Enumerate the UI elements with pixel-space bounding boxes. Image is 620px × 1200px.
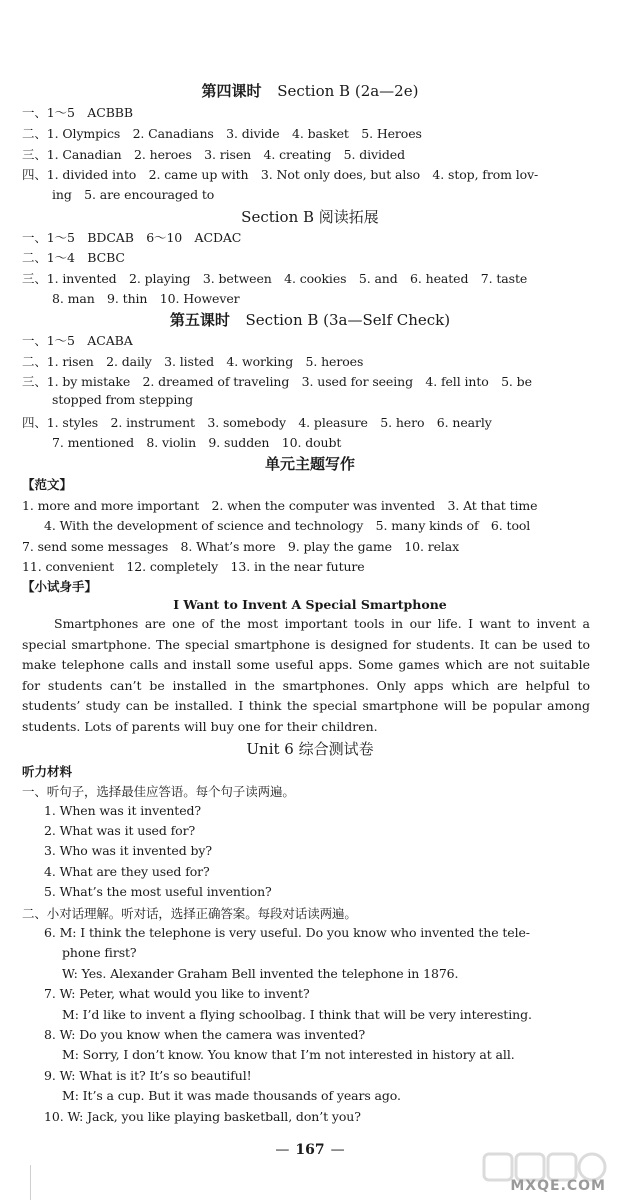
question-line: 2. What was it used for?: [44, 823, 196, 838]
dialog-line: M: I’d like to invent a flying schoolbag. I think that will be very interesting.: [62, 1006, 532, 1022]
dialog-line: M: It’s a cup. But it was made thousands of years ago.: [62, 1088, 401, 1104]
page-number: — 167 —: [275, 1142, 345, 1158]
essay-title: I Want to Invent A Special Smartphone: [173, 597, 447, 612]
question-line: 3. Who was it invented by?: [44, 843, 212, 858]
answer-line: 四、1. divided into 2. came up with 3. Not only does, but also 4. stop, from lov-: [22, 167, 539, 182]
answer-line: ing 5. are encouraged to: [52, 187, 215, 202]
answer-line: 四、1. styles 2. instrument 3. somebody 4. pleasure 5. hero 6. nearly: [22, 415, 492, 430]
answer-line: stopped from stepping: [52, 392, 194, 407]
question-line: 1. When was it invented?: [44, 803, 202, 818]
dialog-line: 9. W: What is it? It’s so beautiful!: [44, 1067, 252, 1083]
dialog-line: 7. W: Peter, what would you like to invent?: [44, 986, 310, 1002]
dialog-line: M: Sorry, I don’t know. You know that I’m not interested in history at all.: [62, 1047, 515, 1063]
answer-line: 7. send some messages 8. What’s more 9. play the game 10. relax: [22, 539, 460, 554]
instruction-line: 一、听句子，选择最佳应答语。每个句子读两遍。: [22, 784, 295, 799]
answer-line: 二、1. risen 2. daily 3. listed 4. working 5. heroes: [22, 354, 364, 369]
listening-label: 听力材料: [22, 764, 73, 779]
section-heading-reading: Section B 阅读拓展: [241, 208, 379, 226]
answer-line: 三、1. by mistake 2. dreamed of traveling 3. used for seeing 4. fell into 5. be: [22, 374, 532, 389]
answer-line: 7. mentioned 8. violin 9. sudden 10. doubt: [52, 435, 342, 450]
answer-line: 二、1～4 BCBC: [22, 250, 125, 265]
heading-en: Section B (2a—2e): [277, 82, 419, 100]
binding-margin-line: [30, 1165, 31, 1200]
dialog-line: 8. W: Do you know when the camera was invented?: [44, 1027, 366, 1042]
watermark-text: MXQE.COM: [510, 1178, 606, 1194]
answer-line: 4. With the development of science and technology 5. many kinds of 6. tool: [44, 518, 531, 533]
answer-line: 一、1～5 ACABA: [22, 333, 133, 348]
xiaoshi-label: 【小试身手】: [22, 579, 98, 594]
instruction-line: 二、小对话理解。听对话，选择正确答案。每段对话读两遍。: [22, 906, 357, 921]
answer-line: 一、1～5 BDCAB 6～10 ACDAC: [22, 230, 242, 245]
dialog-line: 6. M: I think the telephone is very useful. Do you know who invented the tele-: [44, 925, 530, 940]
dialog-line: W: Yes. Alexander Graham Bell invented the telephone in 1876.: [62, 965, 459, 981]
dialog-line: 10. W: Jack, you like playing basketball, don’t you?: [44, 1108, 361, 1124]
heading-cn: 第四课时: [201, 82, 262, 100]
answer-line: 三、1. invented 2. playing 3. between 4. cookies 5. and 6. heated 7. taste: [22, 271, 528, 286]
answer-line: 一、1～5 ACBBB: [22, 105, 133, 120]
dialog-line: phone first?: [62, 945, 137, 961]
answer-line: 1. more and more important 2. when the computer was invented 3. At that time: [22, 498, 538, 513]
answer-line: 二、1. Olympics 2. Canadians 3. divide 4. basket 5. Heroes: [22, 126, 422, 141]
answer-line: 三、1. Canadian 2. heroes 3. risen 4. creating 5. divided: [22, 147, 405, 162]
section-heading-writing: 单元主题写作: [264, 455, 355, 473]
fanwen-label: 【范文】: [22, 477, 73, 492]
section-heading-unit-test: Unit 6 综合测试卷: [246, 740, 374, 758]
answer-line: 8. man 9. thin 10. However: [52, 291, 240, 306]
question-line: 5. What’s the most useful invention?: [44, 884, 272, 899]
question-line: 4. What are they used for?: [44, 864, 210, 879]
answer-line: 11. convenient 12. completely 13. in the near future: [22, 559, 365, 574]
section-heading-lesson5: 第五课时 Section B (3a—Self Check): [169, 311, 451, 329]
section-heading-lesson4: [0, 80, 620, 101]
essay-paragraph: Smartphones are one of the most important tools in our life. I want to invent a special smartphone. The special smartphone is designed for students. It can be used to make telephone calls and install some useful apps. Some games which are not suitable for students can’t be installed in the smartphones. Only apps which are helpful to students’ study can be installed. I think the special smartphone will be popular among students. Lots of parents will buy one for their children.: [22, 616, 590, 734]
